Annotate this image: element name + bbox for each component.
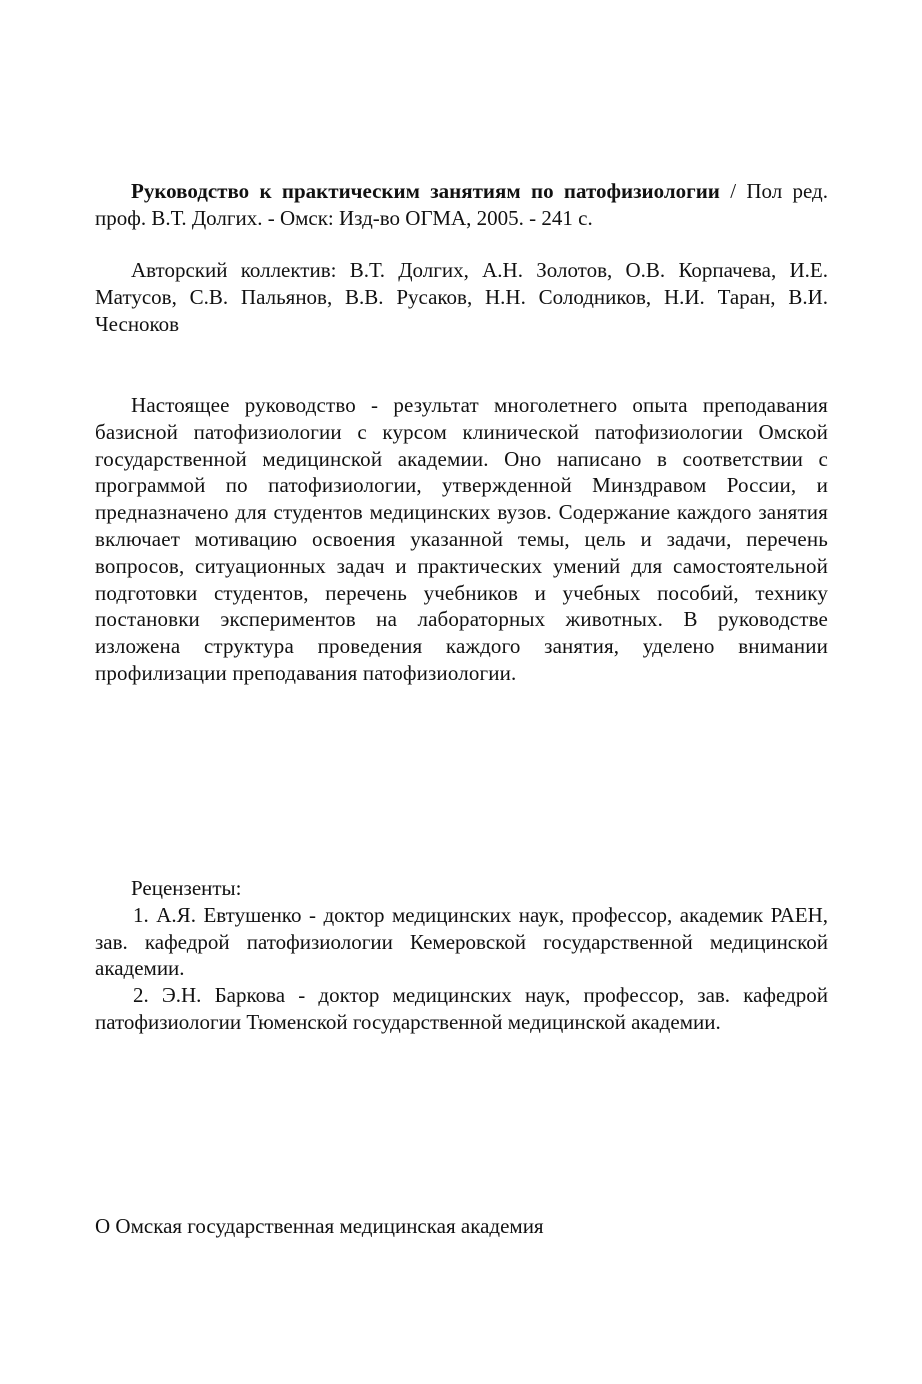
abstract-paragraph: Настоящее руководство - результат многолетнего опыта преподавания базисной патофизиологии с курсом клинической патофизиологии Омской государственной медицинской академии. Оно написано в соответствии с программой по патофизиологии, утвержденной Минздравом России, и предназначено для студентов медицинских вузов. Содержание каждого занятия включает мотивацию освоения указанной темы, цель и задачи, перечень вопросов, ситуационных задач и практических умений для самостоятельной подготовки студентов, перечень учебников и учебных пособий, технику постановки экспериментов на лабораторных животных. В руководстве изложена структура проведения каждого занятия, уделено внимании профилизации преподавания патофизиологии. [95, 393, 828, 685]
copyright-notice: О Омская государственная медицинская академия [95, 1214, 544, 1238]
reviewers-section [95, 875, 828, 1036]
publication-info: / Пол ред. проф. В.Т. Долгих. - Омск: Изд-во ОГМА, 2005. - 241 с. [95, 179, 828, 230]
reviewer-item: 1. А.Я. Евтушенко - доктор медицинских наук, профессор, академик РАЕН, зав. кафедрой патофизиологии Кемеровской государственной медицинской академии. [95, 902, 828, 981]
reviewer-item: 2. Э.Н. Баркова - доктор медицинских наук, профессор, зав. кафедрой патофизиологии Тюменской государственной медицинской академии. [95, 983, 828, 1034]
reviewers-heading: Рецензенты: [131, 876, 242, 900]
authors-paragraph: Авторский коллектив: В.Т. Долгих, А.Н. Золотов, О.В. Корпачева, И.Е. Матусов, С.В. Пальянов, В.В. Русаков, Н.Н. Солодников, Н.И. Таран, В.И. Чесноков [95, 258, 828, 336]
book-title: Руководство к практическим занятиям по патофизиологии [131, 179, 720, 203]
bibliographic-reference [95, 178, 828, 232]
